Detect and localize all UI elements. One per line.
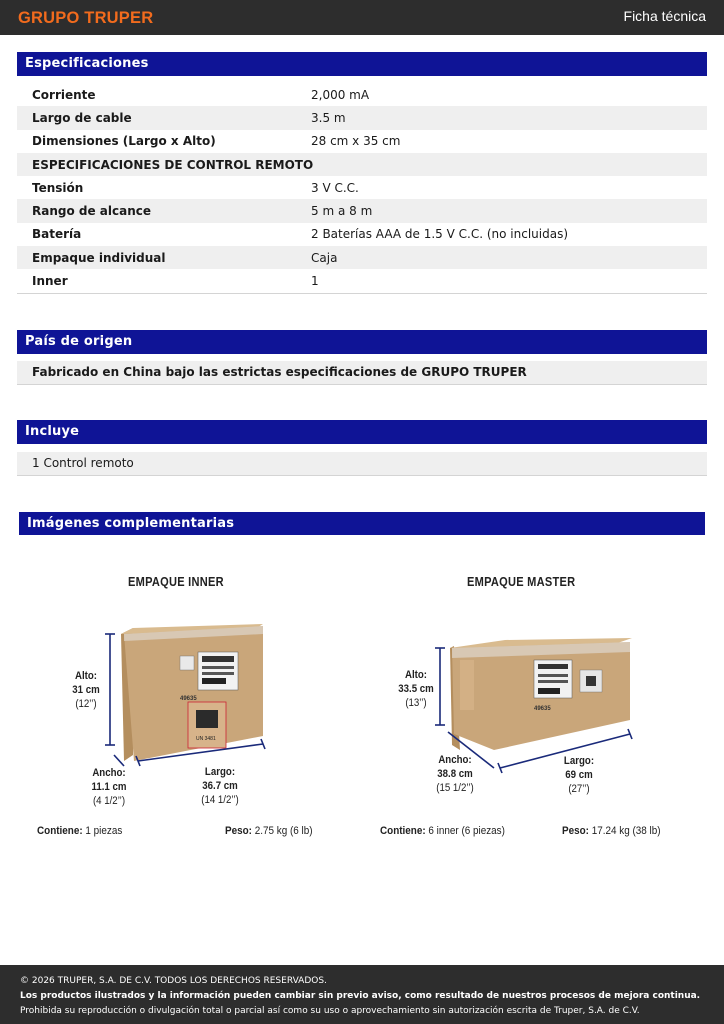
page-type-label: Ficha técnica — [623, 8, 706, 24]
spec-row — [17, 176, 707, 199]
spec-value: 3.5 m — [311, 110, 346, 125]
spec-label: Rango de alcance — [32, 204, 152, 219]
spec-label: Dimensiones (Largo x Alto) — [32, 134, 216, 149]
inner-largo-label: Largo: 36.7 cm (14 1/2’’) — [201, 766, 239, 806]
brand-logo: GRUPO TRUPER — [18, 9, 154, 27]
master-heading: EMPAQUE MASTER — [467, 574, 576, 589]
master-box-code: 49635 — [534, 706, 551, 712]
footer-legal: Prohibida su reproducción o divulgación total o parcial así como su uso o aprovechamiento sin autorización escrita de Truper, S.A. de C.V. — [20, 1006, 640, 1016]
spec-row — [17, 246, 707, 269]
spec-value: 28 cm x 35 cm — [311, 134, 401, 149]
origin-divider — [17, 384, 707, 385]
specs-table — [17, 83, 707, 293]
inner-heading: EMPAQUE INNER — [128, 574, 224, 589]
spec-value: 3 V C.C. — [311, 180, 359, 195]
top-bar — [0, 0, 724, 35]
inner-alto-label: Alto: 31 cm (12’’) — [72, 670, 100, 710]
images-section-title: Imágenes complementarias — [19, 512, 705, 535]
specs-section-title: Especificaciones — [17, 52, 707, 76]
spec-row — [17, 153, 707, 176]
spec-label: ESPECIFICACIONES DE CONTROL REMOTO — [32, 157, 314, 172]
spec-row — [17, 83, 707, 106]
spec-label: Empaque individual — [32, 250, 166, 265]
spec-row — [17, 199, 707, 222]
page-footer — [0, 965, 724, 1024]
inner-ancho-label: Ancho: 11.1 cm (4 1/2’’) — [91, 767, 127, 807]
inner-box-badge: UN 3481 — [196, 736, 216, 742]
spec-value: Caja — [311, 250, 338, 265]
spec-label: Largo de cable — [32, 110, 132, 125]
includes-divider — [17, 475, 707, 476]
includes-section-title: Incluye — [17, 420, 707, 444]
spec-value: 2 Baterías AAA de 1.5 V C.C. (no incluidas) — [311, 227, 569, 242]
spec-value: 1 — [311, 274, 319, 289]
master-contiene: Contiene: 6 inner (6 piezas) — [380, 825, 505, 837]
master-alto-label: Alto: 33.5 cm (13’’) — [398, 669, 434, 709]
footer-copyright: © 2026 TRUPER, S.A. DE C.V. TODOS LOS DERECHOS RESERVADOS. — [20, 976, 327, 986]
spec-value: 5 m a 8 m — [311, 204, 373, 219]
spec-row — [17, 269, 707, 292]
spec-row — [17, 130, 707, 153]
master-ancho-label: Ancho: 38.8 cm (15 1/2’’) — [436, 754, 474, 794]
inner-box-code: 49635 — [180, 696, 197, 702]
spec-label: Tensión — [32, 180, 84, 195]
inner-box-illustration — [100, 620, 275, 770]
includes-text: 1 Control remoto — [17, 452, 707, 475]
spec-label: Corriente — [32, 87, 96, 102]
spec-label: Inner — [32, 274, 68, 289]
specs-divider — [17, 293, 707, 294]
origin-text: Fabricado en China bajo las estrictas especificaciones de GRUPO TRUPER — [17, 361, 707, 384]
master-largo-label: Largo: 69 cm (27’’) — [563, 755, 595, 795]
footer-notice: Los productos ilustrados y la información pueden cambiar sin previo aviso, como resultado de nuestros procesos de mejora continua. — [20, 991, 701, 1001]
inner-peso: Peso: 2.75 kg (6 lb) — [225, 825, 313, 837]
spec-row — [17, 106, 707, 129]
spec-value: 2,000 mA — [311, 87, 370, 102]
inner-contiene: Contiene: 1 piezas — [37, 825, 123, 837]
spec-row — [17, 223, 707, 246]
spec-label: Batería — [32, 227, 82, 242]
origin-section-title: País de origen — [17, 330, 707, 354]
master-peso: Peso: 17.24 kg (38 lb) — [562, 825, 661, 837]
